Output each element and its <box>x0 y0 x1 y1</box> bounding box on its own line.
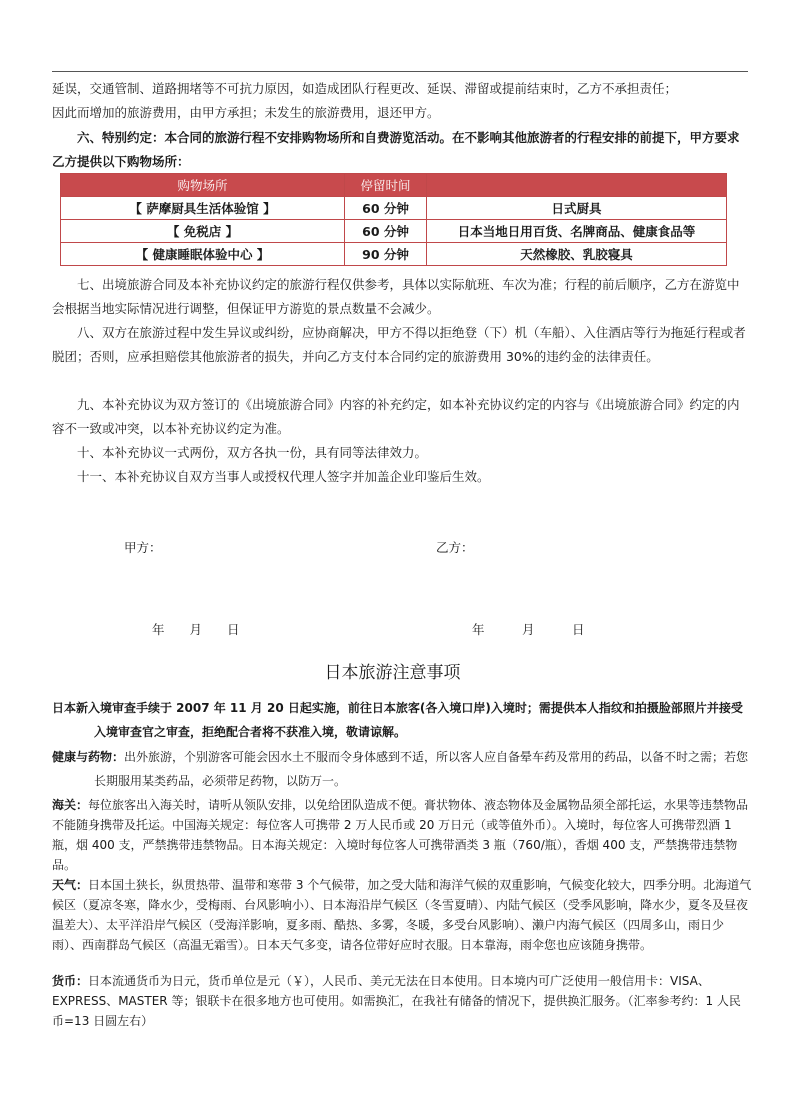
cell-place: 【 萨摩厨具生活体验馆 】 <box>61 197 345 220</box>
customs-text: 每位旅客出入海关时，请听从领队安排，以免给团队造成不便。膏状物体、液态物体及金属物品须全部托运，水果等违禁物品不能随身携带及托运。中国海关规定：每位客人可携带 2 万人民币或 20 万日元（或等值外币）。入境时，每位客人可携带烈酒 1 瓶，烟 400 支，严禁携带违禁物品。日本海关规定：入境时每位客人可携带酒类 3 瓶（760/瓶），香烟 400 支，严禁携带违禁物品。 <box>52 798 749 872</box>
party-a-date: 年 月 日 <box>152 622 240 637</box>
party-b-signature-label: 乙方： <box>436 540 474 555</box>
clause-7: 七、出境旅游合同及本补充协议约定的旅游行程仅供参考，具体以实际航班、车次为准；行程的前后顺序，乙方在游览中会根据当地实际情况进行调整，但保证甲方游览的景点数量不会减少。 <box>52 277 740 316</box>
weather-label: 天气： <box>52 878 89 892</box>
table-header-row <box>61 174 727 197</box>
cell-goods: 天然橡胶、乳胶寝具 <box>427 243 727 266</box>
currency-section <box>52 971 752 1031</box>
entry-notice <box>52 696 752 744</box>
health-text: 出外旅游，个别游客可能会因水土不服而令身体感到不适，所以客人应自备晕车药及常用的药品，以备不时之需；若您长期服用某类药品，必须带足药物，以防万一。 <box>94 750 749 788</box>
text-line: 延误，交通管制、道路拥堵等不可抗力原因，如造成团队行程更改、延误、滞留或提前结束时，乙方不承担责任； <box>52 81 678 96</box>
party-b-date: 年 月 日 <box>472 622 585 637</box>
shopping-table <box>60 173 727 266</box>
clause-11: 十一、本补充协议自双方当事人或授权代理人签字并加盖企业印鉴后生效。 <box>77 469 490 484</box>
text-line: 因此而增加的旅游费用，由甲方承担；未发生的旅游费用，退还甲方。 <box>52 105 440 120</box>
header-time: 停留时间 <box>345 174 427 197</box>
clause-10: 十、本补充协议一式两份，双方各执一份，具有同等法律效力。 <box>77 445 428 460</box>
cell-goods: 日式厨具 <box>427 197 727 220</box>
table-row <box>61 197 727 220</box>
entry-text: 日本新入境审查手续于 2007 年 11 月 20 日起实施，前往日本旅客(各入境口岸)入境时；需提供本人指纹和拍摄脸部照片并接受入境审查官之审查，拒绝配合者将不获准入境，敬请谅解。 <box>52 701 743 739</box>
clause-8: 八、双方在旅游过程中发生异议或纠纷，应协商解决，甲方不得以拒绝登（下）机（车船）、入住酒店等行为拖延行程或者脱团；否则，应承担赔偿其他旅游者的损失，并向乙方支付本合同约定的旅游费用 30%的违约金的法律责任。 <box>52 325 746 364</box>
cell-time: 60 分钟 <box>345 197 427 220</box>
header-rule <box>52 71 748 72</box>
paragraph-continued <box>52 77 748 125</box>
notes-title: 日本旅游注意事项 <box>324 663 461 683</box>
cell-time: 60 分钟 <box>345 220 427 243</box>
weather-section <box>52 875 752 955</box>
header-goods <box>427 174 727 197</box>
table-row <box>61 243 727 266</box>
clause-6: 六、特别约定：本合同的旅游行程不安排购物场所和自费游览活动。在不影响其他旅游者的行程安排的前提下，甲方要求乙方提供以下购物场所： <box>52 130 740 169</box>
customs-label: 海关： <box>52 798 89 812</box>
cell-place: 【 免税店 】 <box>61 220 345 243</box>
customs-section <box>52 795 752 875</box>
cell-goods: 日本当地日用百货、名牌商品、健康食品等 <box>427 220 727 243</box>
health-label: 健康与药物： <box>52 750 125 764</box>
health-section <box>52 745 752 793</box>
weather-text: 日本国土狭长，纵贯热带、温带和寒带 3 个气候带，加之受大陆和海洋气候的双重影响，气候变化较大，四季分明。北海道气候区（夏凉冬寒，降水少，受梅雨、台风影响小）、日本海沿岸气候区（冬雪夏晴）、内陆气候区（受季风影响，降水少，夏冬及昼夜温差大）、太平洋沿岸气候区（受海洋影响，夏多雨、酷热、多雾，冬暖，多受台风影响）、濑户内海气候区（四周多山，雨日少雨）、西南群岛气候区（高温无霜雪）。日本天气多变，请各位带好应时衣服。日本靠海，雨伞您也应该随身携带。 <box>52 878 752 952</box>
cell-place: 【 健康睡眠体验中心 】 <box>61 243 345 266</box>
table-row <box>61 220 727 243</box>
currency-text: 日本流通货币为日元，货币单位是元（￥），人民币、美元无法在日本使用。日本境内可广泛使用一般信用卡：VISA、EXPRESS、MASTER 等；银联卡在很多地方也可使用。如需换汇，在我社有储备的情况下，提供换汇服务。（汇率参考约：1 人民币=13 日圆左右） <box>52 974 741 1028</box>
cell-time: 90 分钟 <box>345 243 427 266</box>
party-a-signature-label: 甲方： <box>124 540 162 555</box>
currency-label: 货币： <box>52 974 89 988</box>
clause-9: 九、本补充协议为双方签订的《出境旅游合同》内容的补充约定，如本补充协议约定的内容与《出境旅游合同》约定的内容不一致或冲突，以本补充协议约定为准。 <box>52 397 740 436</box>
header-place: 购物场所 <box>61 174 345 197</box>
